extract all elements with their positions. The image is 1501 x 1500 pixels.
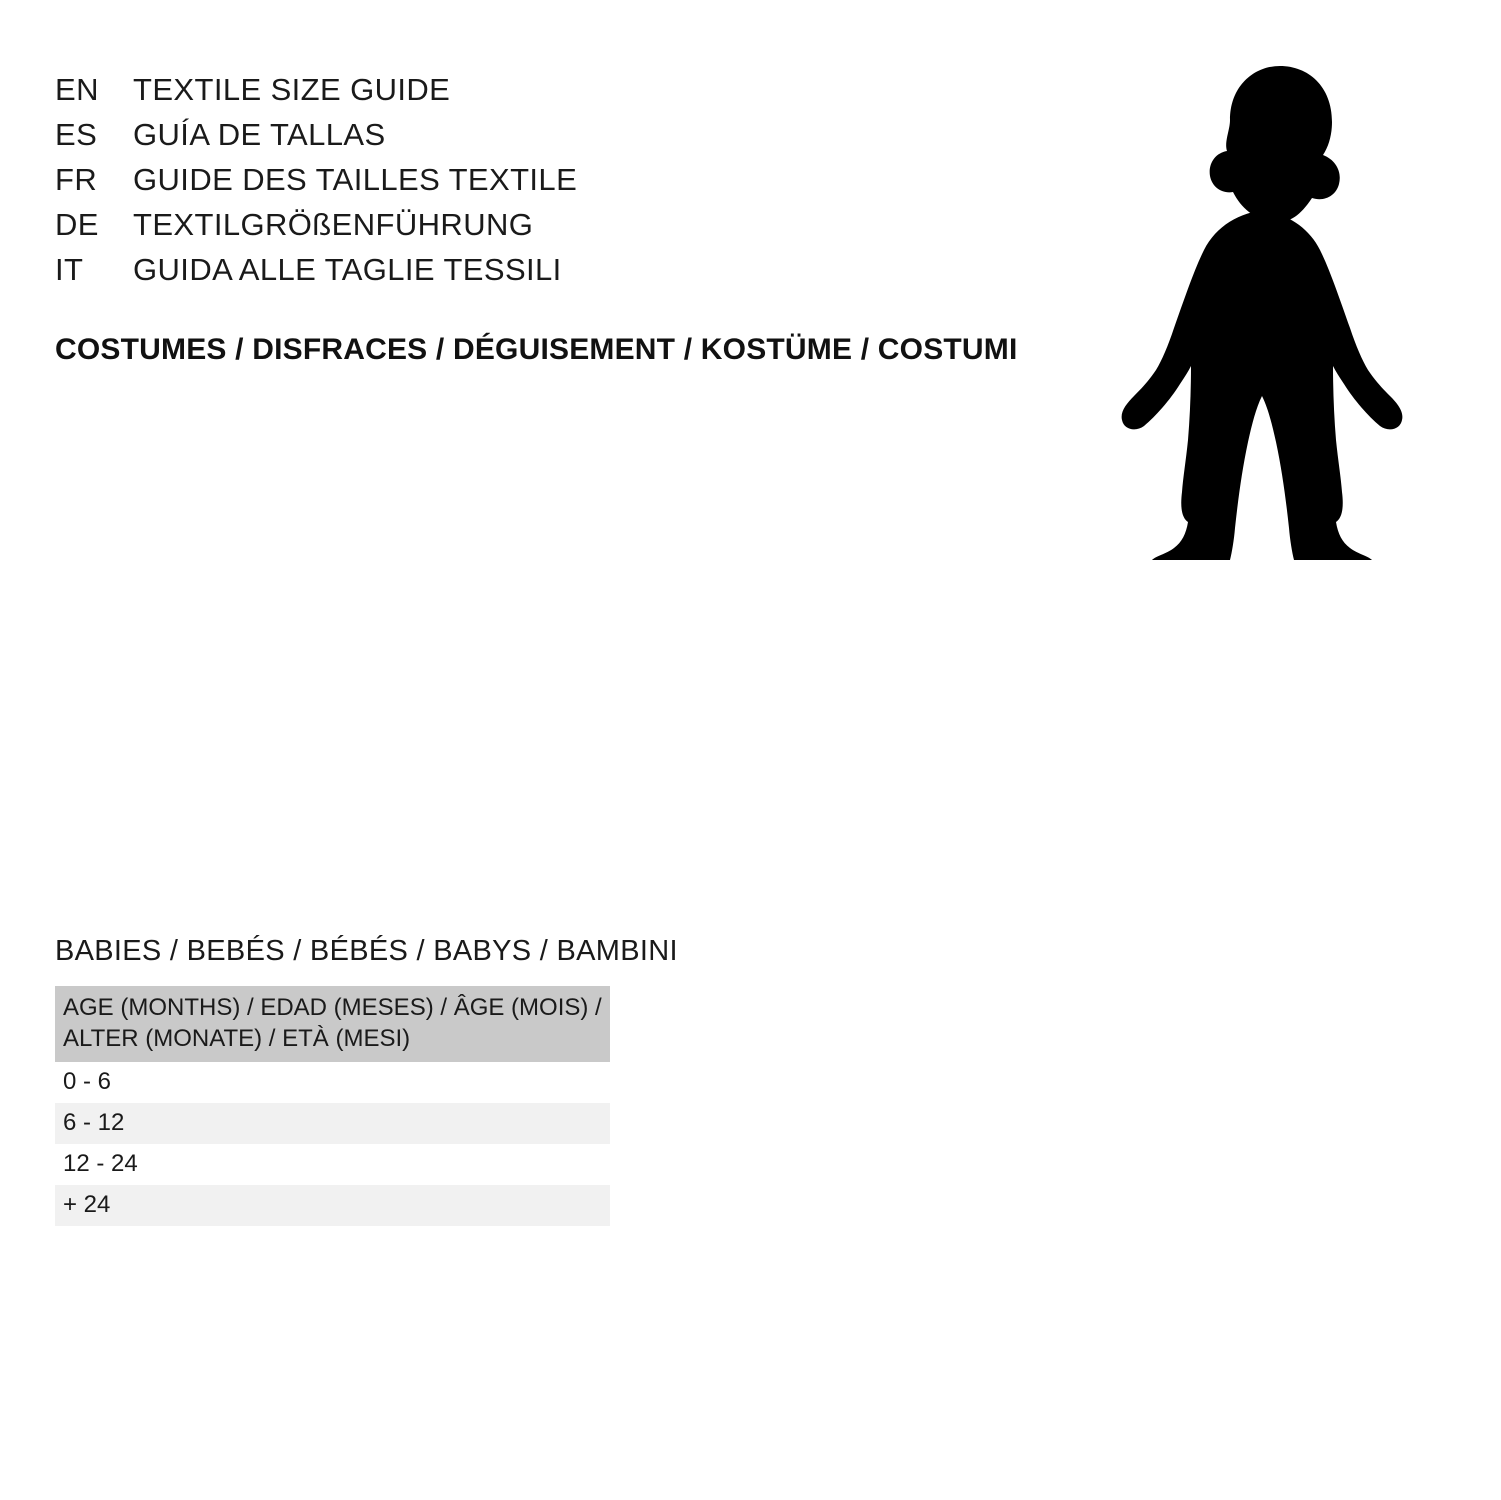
table-cell-age: 0 - 6 bbox=[55, 1062, 610, 1103]
table-cell-age: + 24 bbox=[55, 1185, 610, 1226]
language-code-it: IT bbox=[55, 252, 84, 287]
table-row bbox=[55, 1103, 610, 1144]
table-row bbox=[55, 1144, 610, 1185]
language-text-es: GUÍA DE TALLAS bbox=[133, 117, 386, 152]
language-code-en: EN bbox=[55, 72, 99, 107]
category-title: COSTUMES / DISFRACES / DÉGUISEMENT / KOSTÜME / COSTUMI bbox=[55, 333, 1018, 366]
language-code-es: ES bbox=[55, 117, 98, 152]
language-row-it bbox=[55, 252, 1015, 297]
table-cell-age: 12 - 24 bbox=[55, 1144, 610, 1185]
baby-silhouette-icon bbox=[1090, 60, 1450, 560]
babies-size-section bbox=[55, 935, 678, 1226]
language-row-fr bbox=[55, 162, 1015, 207]
table-cell-age: 6 - 12 bbox=[55, 1103, 610, 1144]
language-text-fr: GUIDE DES TAILLES TEXTILE bbox=[133, 162, 578, 197]
table-header-row bbox=[55, 986, 610, 1062]
language-row-de bbox=[55, 207, 1015, 252]
language-text-de: TEXTILGRÖßENFÜHRUNG bbox=[133, 207, 534, 242]
language-row-en bbox=[55, 72, 1015, 117]
language-guide-list bbox=[55, 72, 1015, 297]
language-text-en: TEXTILE SIZE GUIDE bbox=[133, 72, 451, 107]
babies-size-table bbox=[55, 986, 610, 1226]
language-code-de: DE bbox=[55, 207, 99, 242]
language-row-es bbox=[55, 117, 1015, 162]
table-header-age: AGE (MONTHS) / EDAD (MESES) / ÂGE (MOIS) / ALTER (MONATE) / ETÀ (MESI) bbox=[55, 986, 610, 1062]
language-code-fr: FR bbox=[55, 162, 98, 197]
babies-section-heading: BABIES / BEBÉS / BÉBÉS / BABYS / BAMBINI bbox=[55, 935, 678, 967]
table-row bbox=[55, 1185, 610, 1226]
language-text-it: GUIDA ALLE TAGLIE TESSILI bbox=[133, 252, 562, 287]
table-row bbox=[55, 1062, 610, 1103]
